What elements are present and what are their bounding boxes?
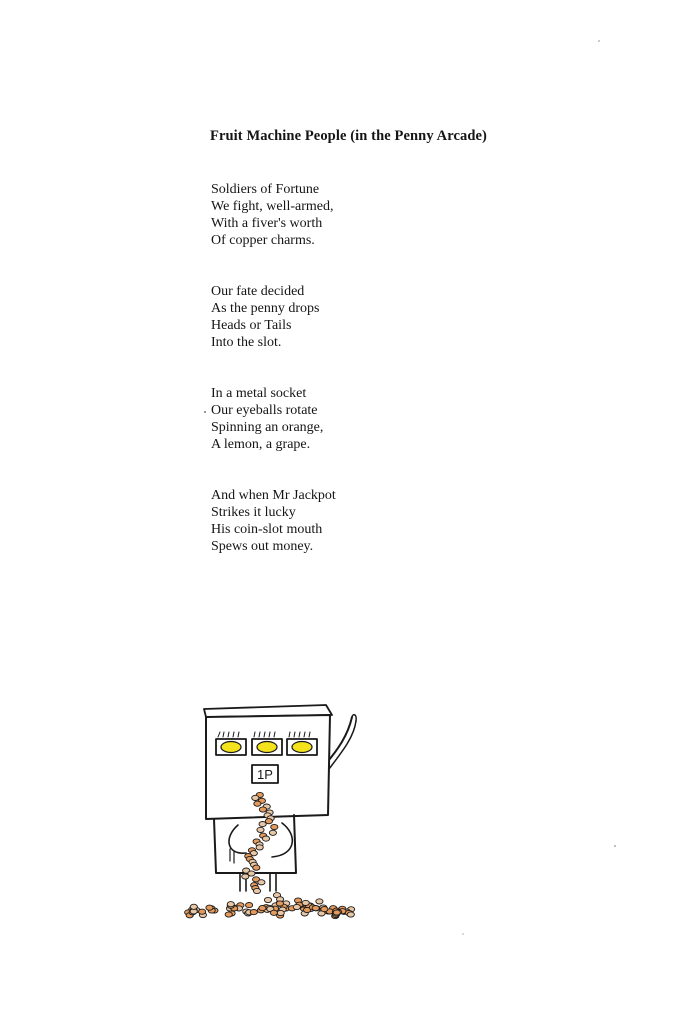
- left-arm: [229, 825, 246, 853]
- coin-icon: [262, 836, 269, 841]
- stanza-line: A lemon, a grape.: [211, 437, 311, 452]
- coin-icon: [259, 906, 266, 911]
- stray-mark: [462, 933, 464, 935]
- poem-title: Fruit Machine People (in the Penny Arcade): [210, 128, 487, 144]
- coin-icon: [258, 880, 265, 885]
- coin-icon: [316, 899, 323, 904]
- stanza-1: [211, 181, 334, 249]
- stanza-line: Spews out money.: [211, 539, 314, 554]
- coin-icon: [190, 904, 197, 909]
- stanza-line: Of copper charms.: [211, 233, 315, 248]
- coin-icon: [227, 902, 234, 907]
- stanza-line: We fight, well-armed,: [211, 199, 334, 214]
- eyeball-right-icon: [292, 742, 312, 753]
- coin-icon: [269, 830, 276, 835]
- stanza-line: Heads or Tails: [211, 318, 292, 333]
- coin-icon: [302, 900, 309, 905]
- stanza-line: Our fate decided: [211, 284, 305, 299]
- stray-mark: [598, 40, 600, 42]
- stanza-line: Strikes it lucky: [211, 505, 296, 520]
- coin-icon: [333, 910, 340, 915]
- stanza-line: As the penny drops: [211, 301, 320, 316]
- coin-pile: [185, 893, 355, 919]
- coin-icon: [253, 888, 260, 893]
- coin-icon: [276, 901, 283, 906]
- lever-outline: [329, 721, 356, 769]
- stanza-line: With a fiver's worth: [211, 216, 323, 231]
- coin-icon: [225, 912, 232, 917]
- stanza-3: [211, 385, 323, 453]
- stanza-line: Soldiers of Fortune: [211, 182, 320, 197]
- coin-icon: [270, 910, 277, 915]
- stanza-line: Into the slot.: [211, 335, 282, 350]
- coin-icon: [321, 907, 328, 912]
- coin-icon: [259, 822, 266, 827]
- stanza-line: His coin-slot mouth: [211, 522, 323, 537]
- coin-slot-label: 1P: [257, 767, 273, 782]
- stray-mark: [614, 845, 616, 847]
- stanza-4: [211, 487, 336, 555]
- coin-icon: [256, 845, 263, 850]
- coin-icon: [312, 906, 319, 911]
- coin-icon: [264, 897, 271, 902]
- coin-icon: [206, 905, 213, 910]
- coin-icon: [277, 910, 284, 915]
- coin-icon: [250, 910, 257, 915]
- stanza-line: And when Mr Jackpot: [211, 488, 336, 503]
- coin-icon: [252, 795, 259, 800]
- coin-icon: [293, 904, 300, 909]
- coin-icon: [242, 874, 249, 879]
- eyeball-middle-icon: [257, 742, 277, 753]
- stanza-line: Our eyeballs rotate: [211, 403, 318, 418]
- coin-icon: [253, 865, 260, 870]
- coin-icon: [254, 801, 261, 806]
- stray-mark: [204, 411, 206, 413]
- coin-icon: [257, 827, 264, 832]
- coin-icon: [271, 824, 278, 829]
- coin-icon: [259, 807, 266, 812]
- fruit-machine-illustration: [180, 695, 370, 935]
- eyeball-left-icon: [221, 742, 241, 753]
- stanza-line: Spinning an orange,: [211, 420, 324, 435]
- coin-icon: [347, 912, 354, 917]
- coin-icon: [246, 903, 253, 908]
- stanza-2: [211, 283, 320, 351]
- coin-icon: [199, 909, 206, 914]
- stanza-line: In a metal socket: [211, 386, 307, 401]
